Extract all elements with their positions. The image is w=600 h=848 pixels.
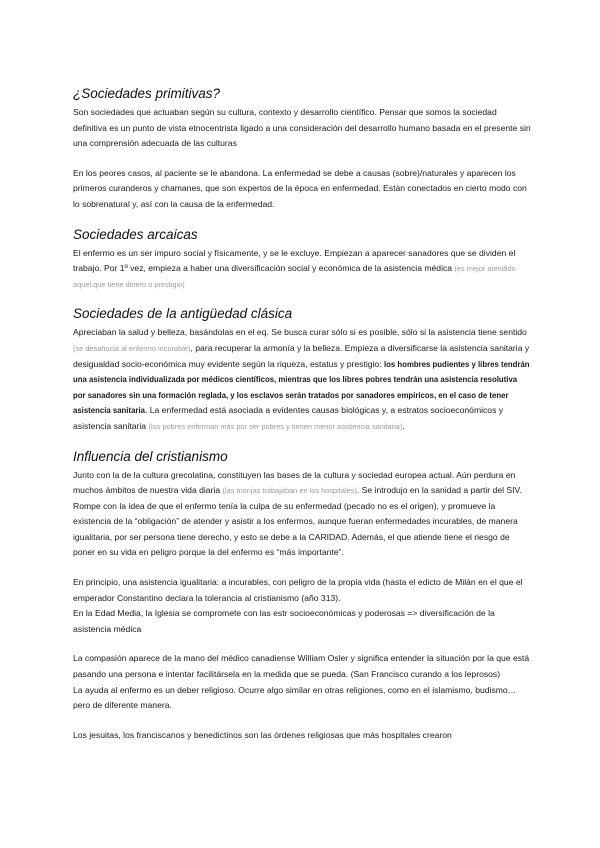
classical-text-4: . xyxy=(402,420,405,431)
paragraph-primitive-1: Son sociedades que actuaban según su cultura, contexto y desarrollo científico. Pensar que somos la sociedad definitiva es un punto de vista etnocentrista ligado a una consideración del desarrollo humano basada en el presente sin una comprensión adecuada de las culturas xyxy=(73,107,531,149)
paragraph-christianity-4: La compasión aparece de la mano del médico canadiense William Osler y significa entender la situación por la que está pasando una persona e intentar facilitársela en la medida que se pueda. (San Francisco curando a los leprosos) xyxy=(73,653,530,680)
classical-text-2: , para recuperar la armonía y la belleza. Empieza a diversificarse la asistencia sanitaria y desigualdad socio-económica muy evidente según la riqueza, estatus y prestigio: xyxy=(73,342,530,369)
document-page xyxy=(73,86,531,743)
paragraph-classical-1 xyxy=(73,325,531,434)
classical-text-3: . La enfermedad está asociada a evidentes causas biológicas y, a estratos socioeconómicos y asistencia sanitaria xyxy=(73,405,504,431)
paragraph-christianity-1 xyxy=(73,468,531,562)
paragraph-christianity-6: Los jesuitas, los franciscanos y benedictinos son las órdenes religiosas que más hospitales crearon xyxy=(73,729,452,740)
section-heading-archaic: Sociedades arcaicas xyxy=(73,226,198,242)
paragraph-archaic-1 xyxy=(73,246,531,293)
paragraph-christianity-2: En principio, una asistencia igualitaria: a incurables, con peligro de la propia vida (hasta el edicto de Milán en el que el emperador Constantino declara la tolerancia al cristianismo (año 313). xyxy=(73,577,523,603)
archaic-note: (es mejor atendido aquel que tiene dinero o prestigio) xyxy=(73,264,516,289)
classical-bold-text: los hombres pudientes y libres tendrán una asistencia individualizada por médicos científicos, mientras que los libres pobres tendrán una asistencia resolutiva por sanadores sin una formación reglada, y los esclavos serán tratados por sanadores empíricos, en el caso de tener asistencia sanitaria xyxy=(73,359,530,416)
classical-note-2: (los pobres enferman más por ser pobres y tienen menor asistencia sanitaria) xyxy=(148,421,403,431)
section-heading-classical: Sociedades de la antigüedad clásica xyxy=(73,306,293,322)
paragraph-christianity-5: La ayuda al enfermo es un deber religioso. Ocurre algo similar en otras religiones, como en el islamismo, budismo… pero de diferente manera. xyxy=(73,684,517,711)
christianity-note-1: (las monjas trabajaban en los hospitales) xyxy=(222,486,357,496)
archaic-text: El enfermo es un ser impuro social y físicamente, y se le excluye. Empiezan a aparecer sanadores que se dividen el trabajo. Por 1º vez, empieza a haber una diversificación social y económica de la asistencia médica xyxy=(73,247,516,274)
paragraph-christianity-3: En la Edad Media, la Iglesia se compromete con las estr socioeconómicas y poderosas => diversificación de la asistencia médica xyxy=(73,608,495,634)
classical-note-1: (se desahucia al enfermo incurable) xyxy=(73,343,191,353)
classical-text-1: Apreciaban la salud y belleza, basándolas en el eq. Se busca curar sólo si es posible, sólo si la asistencia tiene sentido xyxy=(73,327,527,338)
christianity-text-1: Junto con la de la cultura grecolatina, constituyen las bases de la cultura y sociedad europea actual. Aún perdura en muchos ámbitos de nuestra vida diaria xyxy=(73,469,516,496)
christianity-text-2: . Se introdujo en la sanidad a partir del SIV. Rompe con la idea de que el enfermo tenía la culpa de su enfermedad (pecado no es el origen), y promueve la existencia de la “obligación” de atender y asistir a los enfermos, aunque fueran enfermedades incurables, de manera igualitaria, por ser persona tiene derecho, y esto se debe a la CARIDAD. Además, el que atiende tiene el riesgo de poner en su vida en peligro porque la del enfermo es “más importante”. xyxy=(73,485,522,558)
paragraph-primitive-2: En los peores casos, al paciente se le abandona. La enfermedad se debe a causas (sobre)/naturales y aparecen los primeros curanderos y chamanes, que son expertos de la época en enfermedad. Están conectados en cierto modo con lo sobrenatural y, así con la causa de la enfermedad. xyxy=(73,167,527,209)
section-heading-christianity: Influencia del cristianismo xyxy=(73,448,228,464)
section-heading-primitive: ¿Sociedades primitivas? xyxy=(73,86,221,101)
